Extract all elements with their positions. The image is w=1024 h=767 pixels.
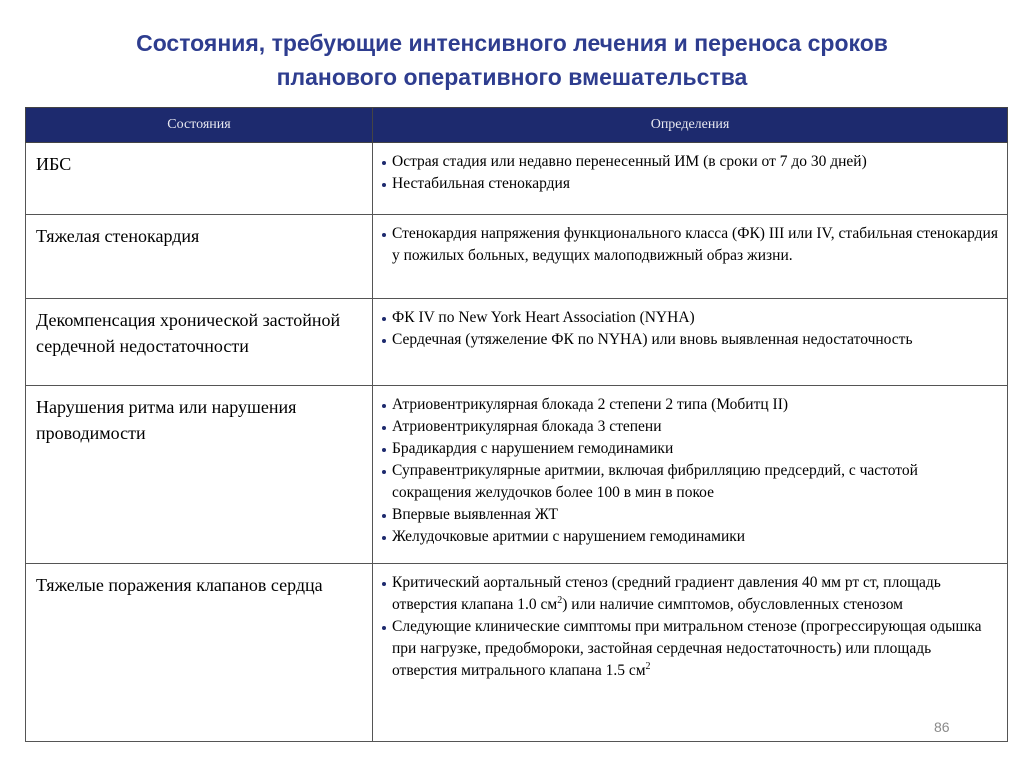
definition-list: [381, 151, 999, 195]
condition-cell: Декомпенсация хронической застойной сердечной недостаточности: [26, 299, 373, 386]
conditions-table-wrapper: [25, 107, 1007, 742]
list-item: [381, 416, 999, 438]
definition-list: [381, 572, 999, 682]
table-row: [26, 143, 1008, 215]
header-conditions: Состояния: [26, 108, 373, 143]
definition-text: Нестабильная стенокардия: [392, 175, 570, 192]
condition-cell: ИБС: [26, 143, 373, 215]
bullet-icon: [382, 536, 386, 540]
definition-list: [381, 394, 999, 548]
bullet-icon: [382, 317, 386, 321]
definition-cell: [373, 299, 1008, 386]
bullet-icon: [382, 470, 386, 474]
list-item: [381, 504, 999, 526]
list-item: [381, 616, 999, 682]
definition-text: Острая стадия или недавно перенесенный ИМ (в сроки от 7 до 30 дней): [392, 153, 867, 170]
definition-text: Суправентрикулярные аритмии, включая фибрилляцию предсердий, с частотой сокращения желудочков более 100 в мин в покое: [392, 462, 918, 501]
list-item: [381, 438, 999, 460]
definition-cell: [373, 564, 1008, 742]
bullet-icon: [382, 426, 386, 430]
condition-cell: Тяжелая стенокардия: [26, 215, 373, 299]
bullet-icon: [382, 626, 386, 630]
table-row: [26, 299, 1008, 386]
bullet-icon: [382, 161, 386, 165]
definition-text: Атриовентрикулярная блокада 3 степени: [392, 418, 662, 435]
definition-text: Брадикардия с нарушением гемодинамики: [392, 440, 674, 457]
list-item: [381, 526, 999, 548]
table-header-row: [26, 108, 1008, 143]
definition-text: ФК IV по New York Heart Association (NYHA): [392, 309, 695, 326]
list-item: [381, 307, 999, 329]
list-item: [381, 329, 999, 351]
table-row: [26, 215, 1008, 299]
table-row: [26, 564, 1008, 742]
title-line-2: планового оперативного вмешательства: [276, 64, 748, 90]
conditions-table: [25, 107, 1008, 742]
bullet-icon: [382, 448, 386, 452]
list-item: [381, 223, 999, 267]
superscript: 2: [645, 660, 651, 672]
table-row: [26, 386, 1008, 564]
list-item: [381, 151, 999, 173]
slide-title: [60, 26, 964, 94]
condition-cell: Тяжелые поражения клапанов сердца: [26, 564, 373, 742]
definition-text: Следующие клинические симптомы при митральном стенозе (прогрессирующая одышка при нагрузке, предобмороки, застойная сердечная недостаточность) или площадь отверстия митрального клапана 1.5 см: [392, 618, 982, 679]
definition-text: Впервые выявленная ЖТ: [392, 506, 558, 523]
bullet-icon: [382, 514, 386, 518]
definition-text: ) или наличие симптомов, обусловленных стенозом: [562, 596, 903, 613]
bullet-icon: [382, 183, 386, 187]
definition-cell: [373, 143, 1008, 215]
list-item: [381, 173, 999, 195]
definition-text: Желудочковые аритмии с нарушением гемодинамики: [392, 528, 746, 545]
bullet-icon: [382, 233, 386, 237]
definition-text: Стенокардия напряжения функционального класса (ФК) III или IV, стабильная стенокардия у пожилых больных, ведущих малоподвижный образ жизни.: [392, 225, 998, 264]
definition-cell: [373, 386, 1008, 564]
condition-cell: Нарушения ритма или нарушения проводимости: [26, 386, 373, 564]
list-item: [381, 572, 999, 616]
header-definitions: Определения: [373, 108, 1008, 143]
list-item: [381, 460, 999, 504]
page-number: 86: [934, 719, 950, 735]
definition-text: Атриовентрикулярная блокада 2 степени 2 типа (Мобитц II): [392, 396, 789, 413]
definition-list: [381, 223, 999, 267]
list-item: [381, 394, 999, 416]
definition-list: [381, 307, 999, 351]
definition-text: Критический аортальный стеноз (средний градиент давления 40 мм рт ст, площадь отверстия клапана 1.0 см: [392, 574, 941, 613]
bullet-icon: [382, 404, 386, 408]
superscript: 2: [557, 594, 563, 606]
bullet-icon: [382, 582, 386, 586]
definition-text: Сердечная (утяжеление ФК по NYHA) или вновь выявленная недостаточность: [392, 331, 913, 348]
definition-cell: [373, 215, 1008, 299]
bullet-icon: [382, 339, 386, 343]
title-line-1: Состояния, требующие интенсивного лечения и переноса сроков: [136, 30, 888, 56]
